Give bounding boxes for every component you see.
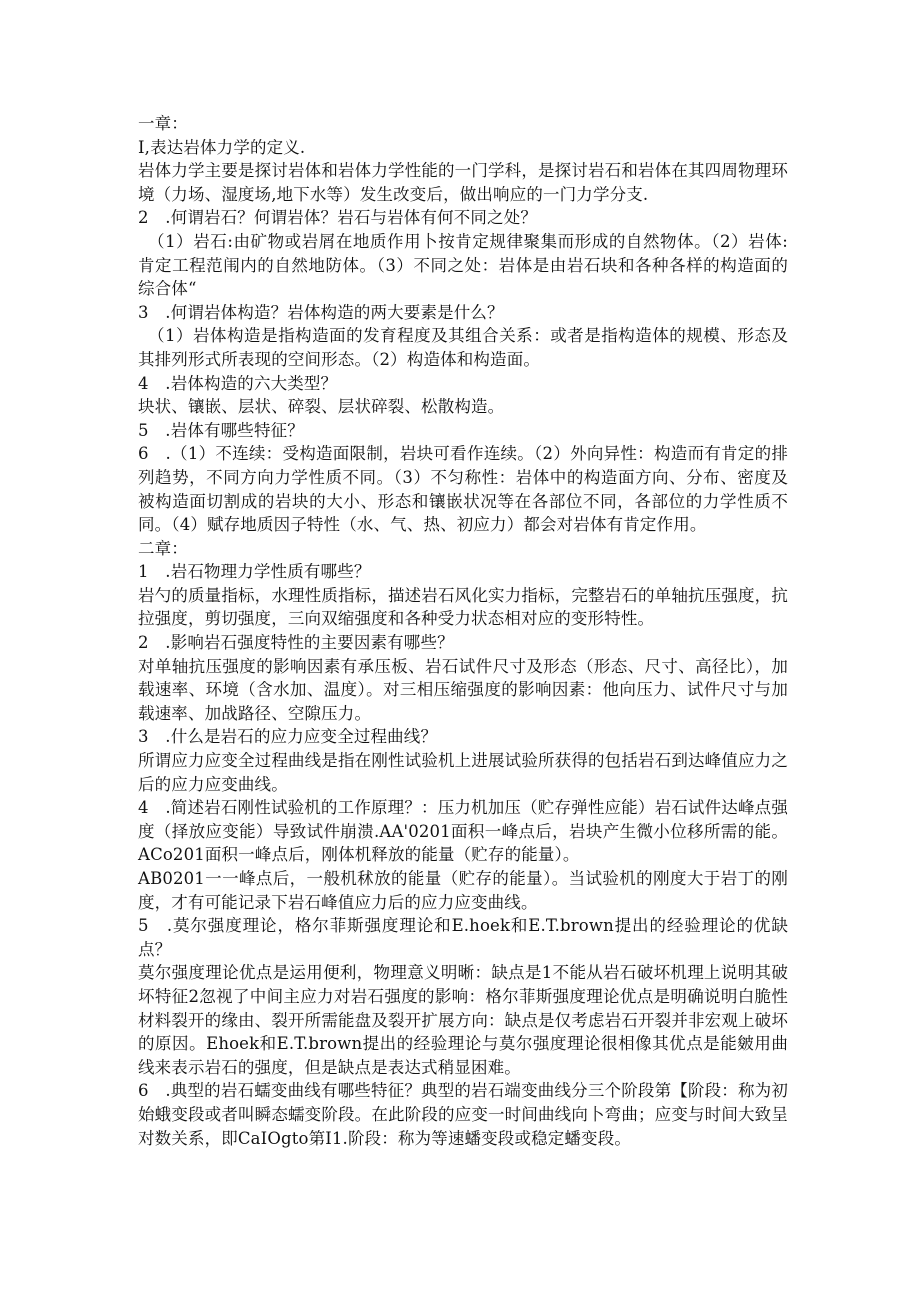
ch2-answer-4: AB0201一一峰点后，一般机秫放的能量（贮存的能量）。当试验机的刚度大于岩丁的刚度，才有可能记录下岩石峰值应力后的应力应变曲线。 <box>138 869 788 912</box>
answer-2: （1）岩石:由矿物或岩屑在地质作用卜按肯定规律聚集而形成的自然物体。（2）岩体:肯定工程范闱内的自然地防体。（3）不同之处：岩体是由岩石块和各种各样的构造面的综合体“ <box>138 231 788 299</box>
answer-5: 6 .（1）不连续：受构造面限制，岩块可看作连续。（2）外向异性：构造而有肯定的排列趋势，不同方向力学性质不同。（3）不匀称性：岩体中的构造面方向、分布、密度及被构造面切割成的岩块的大小、形态和镶嵌状况等在各部位不同，各部位的力学性质不同。（4）赋存地质因子特性（水、气、热、初应力）都会对岩体有肯定作用。 <box>138 444 788 535</box>
chapter-1-heading: 一章： <box>138 114 188 133</box>
ch2-answer-3: 所谓应力应变全过程曲线是指在刚性试验机上进展试验所获得的包括岩石到达峰值应力之后的应力应变曲线。 <box>138 751 788 794</box>
ch2-question-6: 6 .典型的岩石蠕变曲线有哪些特征？典型的岩石端变曲线分三个阶段第【阶段：称为初始蛾变段或者叫瞬态蠕变阶段。在此阶段的应变一时间曲线向卜弯曲；应变与时间大致呈对数关系，即CaIOgto第I1.阶段：称为等速蟠变段或稳定蟠变段。 <box>138 1081 788 1148</box>
ch2-answer-2: 对单轴抗压强度的影响因素有承压板、岩石试件尺寸及形态（形态、尺寸、高径比），加载速率、环境（含水加、温度）。对三相压缩强度的影响因素：他向压力、试件尺寸与加载速率、加战路径、空隙压力。 <box>138 656 788 723</box>
ch2-question-4: 4 .简述岩石刚性试验机的工作原理？：压力机加压（贮存弹性应能）岩石试件达峰点强度（择放应变能）导致试件崩溃.AA'0201面积一峰点后，岩块产生微小位移所需的能。ACo201面积一峰点后，刚体机释放的能量（贮存的能量）。 <box>138 798 788 865</box>
document-page <box>138 112 788 1150</box>
question-5: 5 .岩体有哪些特征？ <box>138 420 304 440</box>
ch2-answer-1: 岩勺的质量指标，水理性质指标，描述岩石风化实力指标，完整岩石的单轴抗压强度，抗拉强度，剪切强度，三向双缩强度和各种受力状态相对应的变形特性。 <box>138 585 788 629</box>
ch2-question-2: 2 .影响岩石强度特性的主要因素有哪些？ <box>138 633 454 653</box>
ch2-question-3: 3 .什么是岩石的应力应变全过程曲线？ <box>138 727 438 747</box>
question-2: 2 .何谓岩石？何谓岩体？岩石与岩体有何不同之处？ <box>138 208 537 228</box>
ch2-question-1: 1 .岩石物理力学性质有哪些？ <box>138 562 371 582</box>
chapter-2-heading: 二章： <box>138 538 188 558</box>
answer-1: 岩体力学主要是探讨岩体和岩体力学性能的一门学科，是探讨岩石和岩体在其四周物理环境（力场、湿度场,地下水等）发生改变后，做出响应的一门力学分支. <box>138 161 788 204</box>
question-1: I,表达岩体力学的定义. <box>138 137 306 157</box>
answer-4: 块状、镶嵌、层状、碎裂、层状碎裂、松散构造。 <box>138 397 505 417</box>
answer-3: （1）岩体构造是指构造面的发育程度及其组合关系：或者是指构造体的规模、形态及其排列形式所表现的空间形态。（2）构造体和构造面。 <box>138 326 788 369</box>
ch2-answer-5: 莫尔强度理论优点是运用便利，物理意义明晰：缺点是1不能从岩石破坏机理上说明其破坏特征2忽视了中间主应力对岩石强度的影响：格尔菲斯强度理论优点是明确说明白脆性材料裂开的缘由、裂开所需能盘及裂开扩展方向：缺点是仅考虑岩石开裂并非宏观上破坏的原因。Ehoek和E.T.brown提出的经验理论与莫尔强度理论很相像其优点是能皴用曲线来表示岩石的强度，但是缺点是表达式稍显困难。 <box>138 963 788 1077</box>
question-3: 3 .何谓岩体构造？岩体构造的两大要素是什么？ <box>138 302 504 322</box>
ch2-question-5: 5 .莫尔强度理论，格尔菲斯强度理论和E.hoek和E.T.brown提出的经验理论的优缺点？ <box>138 916 788 959</box>
question-4: 4 .岩体构造的六大类型？ <box>138 373 338 393</box>
